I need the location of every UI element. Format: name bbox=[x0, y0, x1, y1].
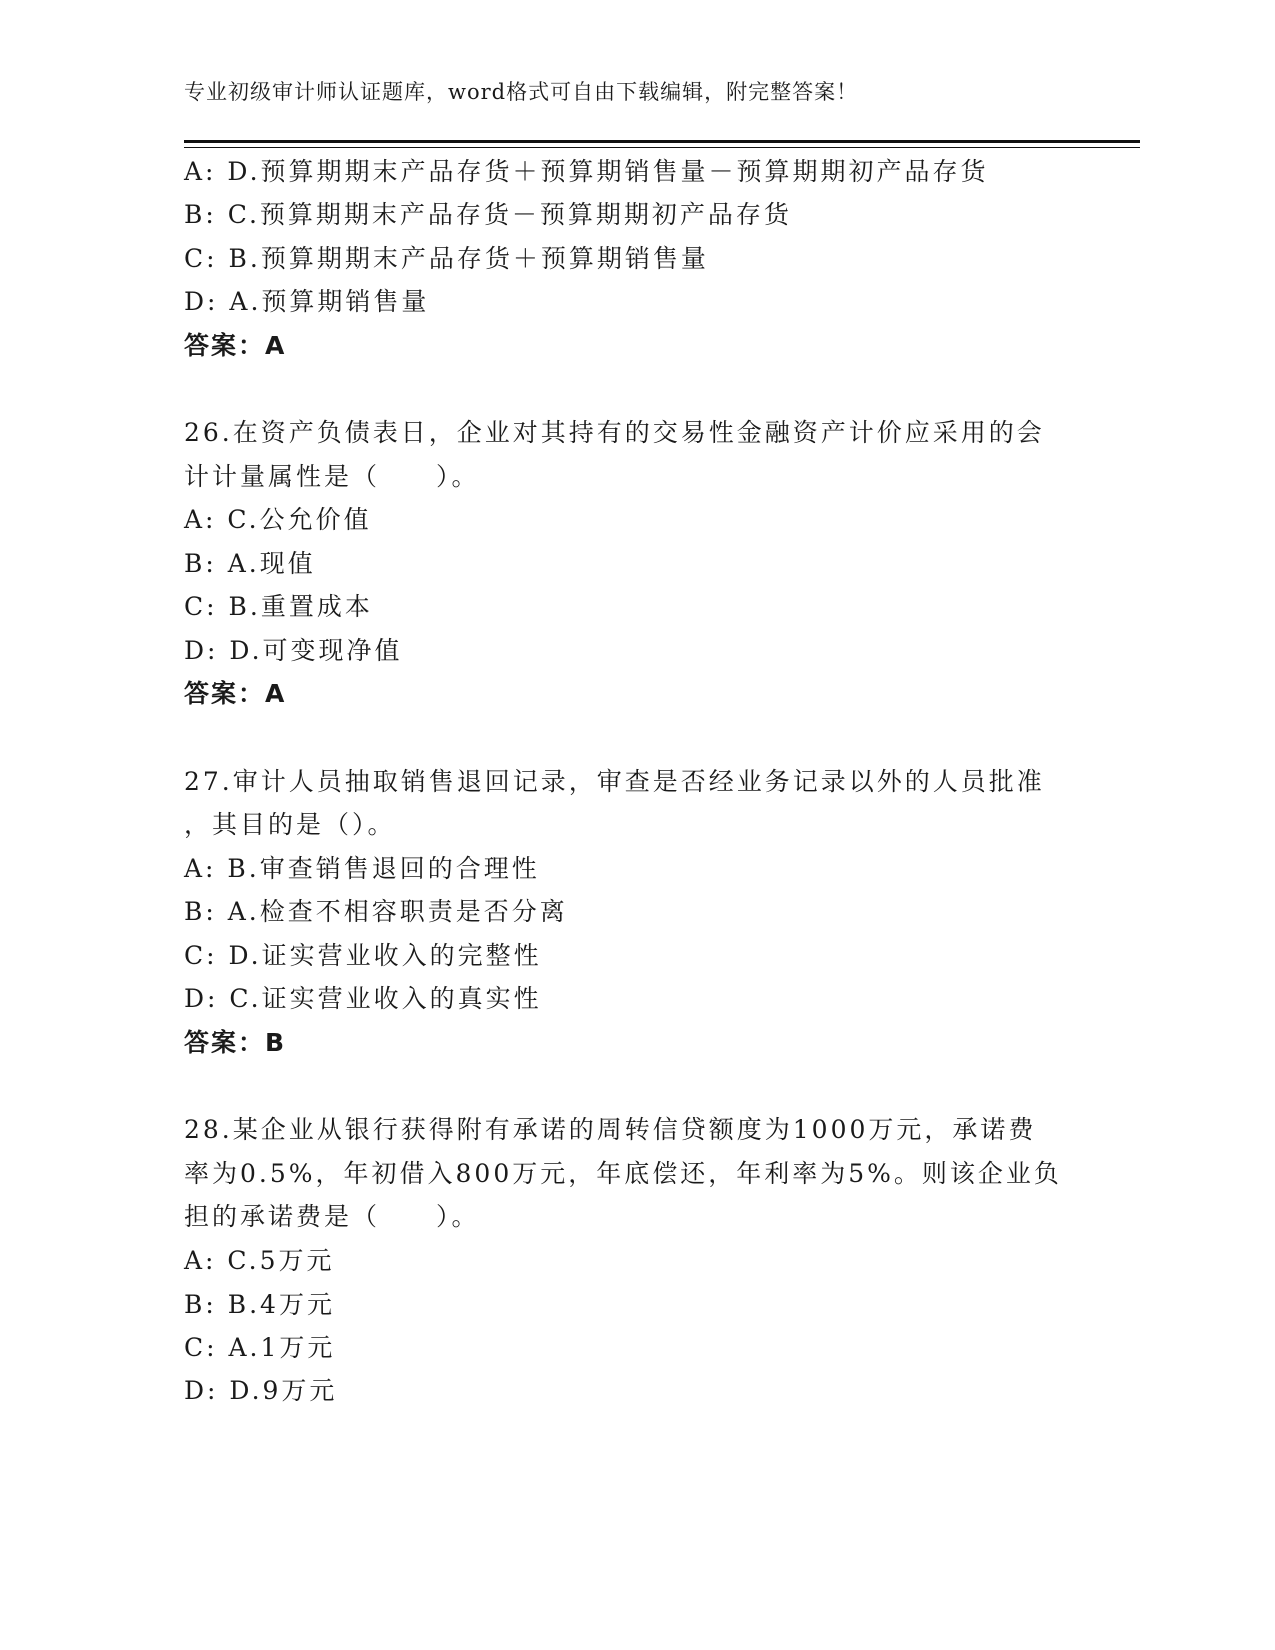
q26-stem-line-2: 计计量属性是（ ）。 bbox=[184, 462, 480, 491]
q26-option-a: A: C.公允价值 bbox=[184, 505, 372, 534]
q27-option-d: D: C.证实营业收入的真实性 bbox=[184, 984, 542, 1013]
q27-option-c: C: D.证实营业收入的完整性 bbox=[184, 941, 542, 970]
q25-option-d: D: A.预算期销售量 bbox=[184, 287, 430, 316]
q27-option-a: A: B.审查销售退回的合理性 bbox=[184, 854, 540, 883]
q28-option-b: B: B.4万元 bbox=[184, 1290, 335, 1319]
q28-option-c: C: A.1万元 bbox=[184, 1333, 336, 1362]
q25-option-c: C: B.预算期期末产品存货＋预算期销售量 bbox=[184, 244, 709, 273]
q28-stem-line-1: 28.某企业从银行获得附有承诺的周转信贷额度为1000万元，承诺费 bbox=[184, 1115, 1037, 1144]
header-rule-thick bbox=[184, 140, 1140, 143]
q28-stem-line-2: 率为0.5%，年初借入800万元，年底偿还，年利率为5%。则该企业负 bbox=[184, 1159, 1062, 1188]
q28-stem-line-3: 担的承诺费是（ ）。 bbox=[184, 1202, 480, 1231]
q28-option-a: A: C.5万元 bbox=[184, 1246, 335, 1275]
q26-answer: 答案：A bbox=[184, 679, 287, 708]
q25-option-b: B: C.预算期期末产品存货－预算期期初产品存货 bbox=[184, 200, 792, 229]
q27-option-b: B: A.检查不相容职责是否分离 bbox=[184, 897, 568, 926]
q28-option-d: D: D.9万元 bbox=[184, 1376, 338, 1405]
q25-answer: 答案：A bbox=[184, 331, 287, 360]
q25-option-a: A: D.预算期期末产品存货＋预算期销售量－预算期期初产品存货 bbox=[184, 157, 989, 186]
q27-stem-line-1: 27.审计人员抽取销售退回记录，审查是否经业务记录以外的人员批准 bbox=[184, 767, 1045, 796]
q27-stem-line-2: ，其目的是（）。 bbox=[184, 810, 396, 839]
q27-answer: 答案：B bbox=[184, 1028, 287, 1057]
q26-option-b: B: A.现值 bbox=[184, 549, 316, 578]
q26-option-c: C: B.重置成本 bbox=[184, 592, 373, 621]
page-header: 专业初级审计师认证题库，word格式可自由下载编辑，附完整答案！ bbox=[184, 80, 859, 104]
q26-stem-line-1: 26.在资产负债表日，企业对其持有的交易性金融资产计价应采用的会 bbox=[184, 418, 1045, 447]
q26-option-d: D: D.可变现净值 bbox=[184, 636, 403, 665]
header-rule-thin bbox=[184, 147, 1140, 148]
